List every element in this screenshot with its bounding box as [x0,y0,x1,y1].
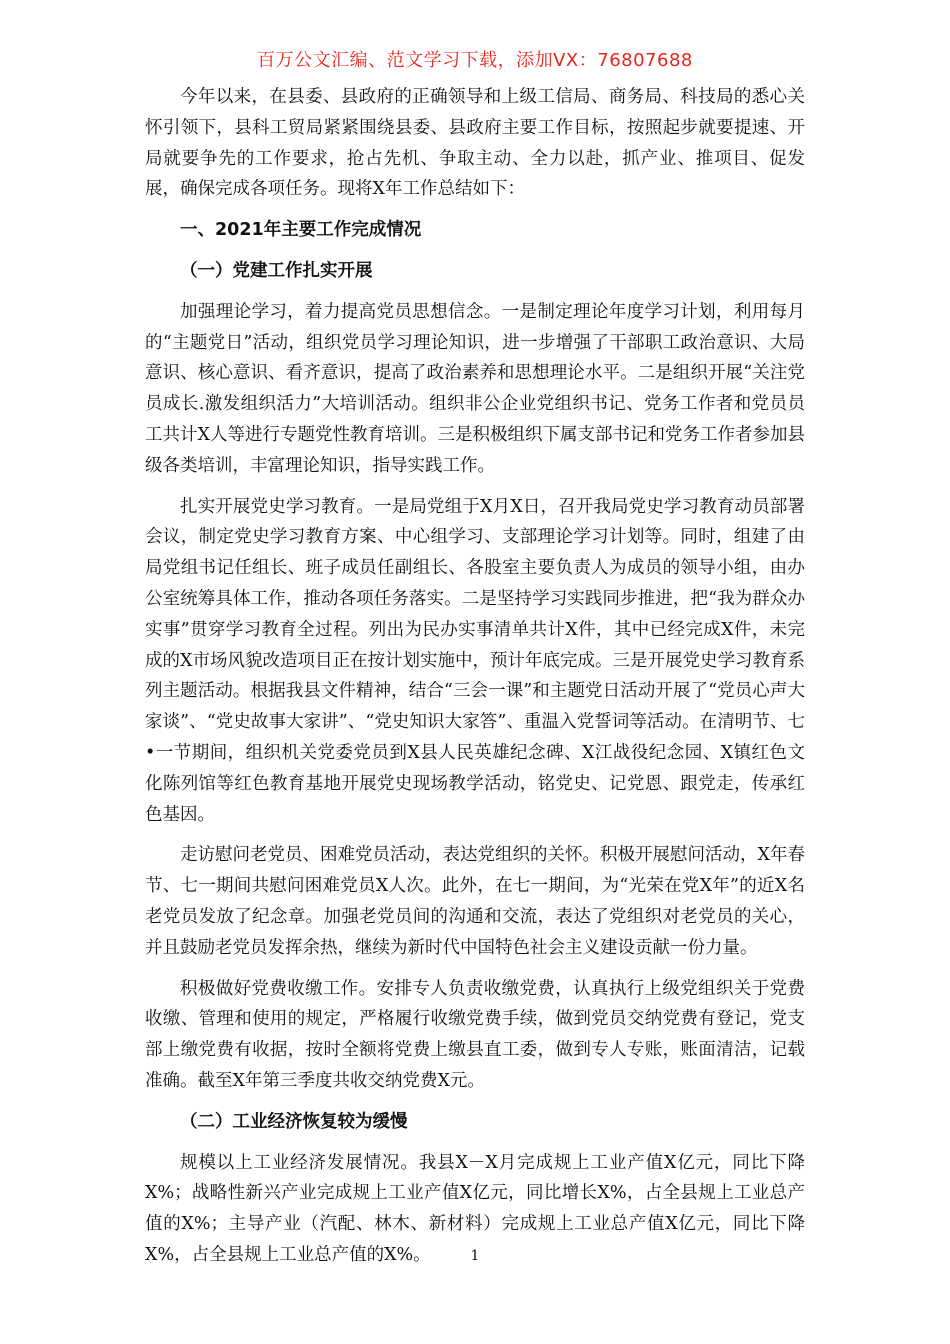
intro-paragraph: 今年以来，在县委、县政府的正确领导和上级工信局、商务局、科技局的悉心关怀引领下，县科工贸局紧紧围绕县委、县政府主要工作目标，按照起步就要提速、开局就要争先的工作要求，抢占先机、争取主动、全力以赴，抓产业、推项目、促发展，确保完成各项任务。现将X年工作总结如下： [145,87,805,200]
subsection-heading: （二）工业经济恢复较为缓慢 [180,1111,408,1132]
body-paragraph: 规模以上工业经济发展情况。我县X－X月完成规上工业产值X亿元，同比下降X%；战略性新兴产业完成规上工业产值X亿元，同比增长X%，占全县规上工业总产值的X%；主导产业（汽配、林木、新材料）完成规上工业总产值X亿元，同比下降X%，占全县规上工业总产值的X%。 [145,1152,805,1265]
body-paragraph: 积极做好党费收缴工作。安排专人负责收缴党费，认真执行上级党组织关于党费收缴、管理和使用的规定，严格履行收缴党费手续，做到党员交纳党费有登记，党支部上缴党费有收据，按时全额将党费上缴县直工委，做到专人专账，账面清洁，记载准确。截至X年第三季度共收交纳党费X元。 [145,978,805,1091]
header-banner: 百万公文汇编、范文学习下载，添加VX：76807688 [257,50,693,71]
section-heading: 一、2021年主要工作完成情况 [180,220,422,241]
page-number: 1 [470,1248,480,1264]
body-paragraph: 扎实开展党史学习教育。一是局党组于X月X日，召开我局党史学习教育动员部署会议，制定党史学习教育方案、中心组学习、支部理论学习计划等。同时，组建了由局党组书记任组长、班子成员任副组长、各股室主要负责人为成员的领导小组，由办公室统筹具体工作，推动各项任务落实。二是坚持学习实践同步推进，把“我为群众办实事”贯穿学习教育全过程。列出为民办实事清单共计X件，其中已经完成X件，未完成的X市场风貌改造项目正在按计划实施中，预计年底完成。三是开展党史学习教育系列主题活动。根据我县文件精神，结合“三会一课”和主题党日活动开展了“党员心声大家谈”、“党史故事大家讲”、“党史知识大家答”、重温入党誓词等活动。在清明节、七•一节期间，组织机关党委党员到X县人民英雄纪念碑、X江战役纪念园、X镇红色文化陈列馆等红色教育基地开展党史现场教学活动，铭党史、记党恩、跟党走，传承红色基因。 [145,496,805,825]
subsection-heading: （一）党建工作扎实开展 [180,260,373,281]
document-body [145,82,805,1281]
body-paragraph: 走访慰问老党员、困难党员活动，表达党组织的关怀。积极开展慰问活动，X年春节、七一期间共慰问困难党员X人次。此外，在七一期间，为“光荣在党X年”的近X名老党员发放了纪念章。加强老党员间的沟通和交流，表达了党组织对老党员的关心，并且鼓励老党员发挥余热，继续为新时代中国特色社会主义建设贡献一份力量。 [145,845,805,958]
body-paragraph: 加强理论学习，着力提高党员思想信念。一是制定理论年度学习计划，利用每月的“主题党日”活动，组织党员学习理论知识，进一步增强了干部职工政治意识、大局意识、核心意识、看齐意识，提高了政治素养和思想理论水平。二是组织开展“关注党员成长.激发组织活力”大培训活动。组织非公企业党组织书记、党务工作者和党员员工共计X人等进行专题党性教育培训。三是积极组织下属支部书记和党务工作者参加县级各类培训，丰富理论知识，指导实践工作。 [145,301,805,476]
